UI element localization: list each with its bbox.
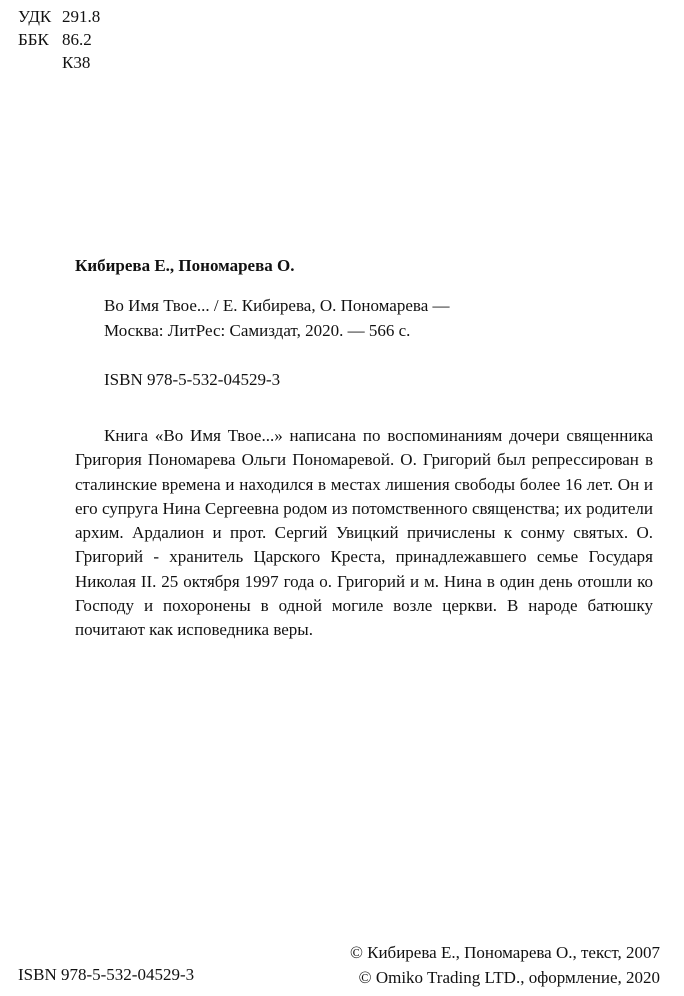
annotation-text: Книга «Во Имя Твое...» написана по воспоминаниям дочери священника Григория Пономарева Ольги Пономаревой. О. Григорий был репрессирован в сталинские времена и находился в местах лишения свободы более 16 лет. Он и его супруга Нина Сергеевна родом из потомственного священства; их родители архим. Ардалион и прот. Сергий Увицкий причислены к сонму святых. О. Григорий - хранитель Царского Креста, принадлежавшего семье Государя Николая II. 25 октября 1997 года о. Григорий и м. Нина в один день отошли ко Господу и похоронены в одной могиле возле церкви. В народе батюшку почитают как исповедника веры. — [75, 426, 653, 640]
bibliographic-line-2: Москва: ЛитРес: Самиздат, 2020. — 566 с. — [104, 321, 411, 340]
bibliographic-line-1: Во Имя Твое... / Е. Кибирева, О. Пономарева — — [104, 296, 450, 315]
author-sign-value: К38 — [62, 53, 91, 72]
bibliographic-description — [104, 293, 450, 343]
author-sign-row — [18, 51, 100, 74]
isbn-main: ISBN 978-5-532-04529-3 — [104, 370, 281, 389]
copyright-block — [350, 940, 660, 990]
author-sign-label — [18, 51, 62, 74]
classification-block — [18, 5, 100, 74]
udk-label: УДК — [18, 7, 52, 26]
bbk-value: 86.2 — [62, 30, 92, 49]
author-line: Кибирева Е., Пономарева О. — [75, 256, 295, 275]
udk-value: 291.8 — [62, 7, 101, 26]
udk-row — [18, 5, 100, 28]
bbk-label: ББК — [18, 30, 49, 49]
copyright-design-line: © Omiko Trading LTD., оформление, 2020 — [358, 968, 660, 987]
bbk-row — [18, 28, 100, 51]
isbn-bottom: ISBN 978-5-532-04529-3 — [18, 965, 195, 984]
copyright-text-line: © Кибирева Е., Пономарева О., текст, 2007 — [349, 943, 660, 962]
